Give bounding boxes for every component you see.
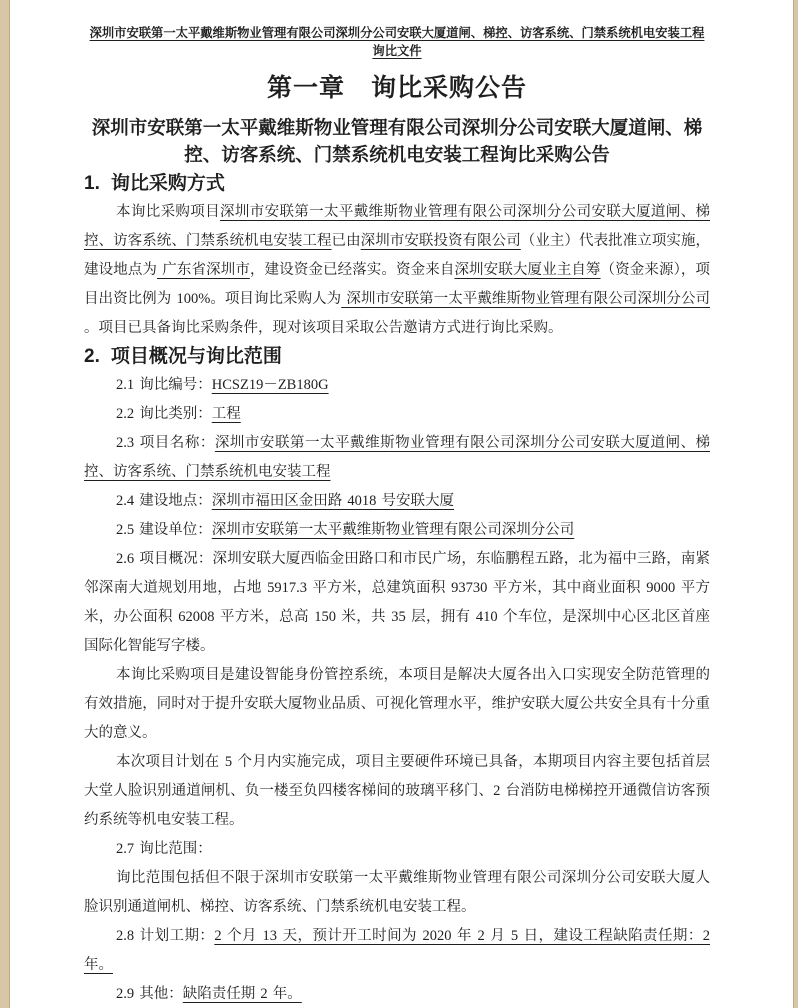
sub-item xyxy=(84,835,710,864)
paragraph xyxy=(84,661,710,748)
document-body xyxy=(84,170,710,1008)
sub-item xyxy=(84,980,710,1008)
filled-blank-value: 深圳市安联投资有限公司 xyxy=(360,233,521,249)
sub-item xyxy=(84,516,710,545)
filled-blank-value: HCSZ19－ZB180G xyxy=(211,377,329,393)
filled-blank-value: 缺陷责任期 2 年。 xyxy=(182,986,302,1002)
text-run: 2.9 其他： xyxy=(116,986,183,1002)
paragraph xyxy=(84,198,710,343)
text-run: 本次项目计划在 5 个月内实施完成，项目主要硬件环境已具备，本期项目内容主要包括首层大堂人脸识别通道闸机、负一楼至负四楼客梯间的玻璃平移门、2 台消防电梯梯控开通微信访客预约系统等机电安装工程。 xyxy=(84,754,710,828)
text-run: 2.4 建设地点： xyxy=(116,493,212,509)
text-run: （资金来源），项目出资比例为 100%。项目询比采购人为 xyxy=(84,262,711,307)
filled-blank-value: 工程 xyxy=(211,406,241,422)
sub-item xyxy=(84,400,710,429)
sub-item xyxy=(84,487,710,516)
text-run: 2.2 询比类别： xyxy=(116,406,212,422)
paragraph xyxy=(84,748,710,835)
sub-item xyxy=(84,371,710,400)
text-run: 2.7 询比范围： xyxy=(116,841,212,857)
filled-blank-value: 深圳市安联第一太平戴维斯物业管理有限公司深圳分公司 xyxy=(341,291,711,307)
filled-blank-value: 2 个月 13 天，预计开工时间为 2020 年 2 月 5 日，建设工程缺陷责任期：2 年。 xyxy=(84,928,711,973)
text-run: ，建设资金已经落实。资金来自 xyxy=(249,262,455,278)
running-head-doc-type: 询比文件 xyxy=(372,44,422,58)
text-run: 本询比采购项目 xyxy=(116,204,221,220)
scan-edge-right xyxy=(793,0,798,1008)
filled-blank-value: 深圳市福田区金田路 4018 号安联大厦 xyxy=(211,493,454,509)
filled-blank-value: 深圳市安联第一太平戴维斯物业管理有限公司深圳分公司安联大厦道闸、梯控、访客系统、门禁系统机电安装工程 xyxy=(84,204,710,249)
text-run: 本询比采购项目是建设智能身份管控系统，本项目是解决大厦各出入口实现安全防范管理的有效措施，同时对于提升安联大厦物业品质、可视化管理水平，维护安联大厦公共安全具有十分重大的意义。 xyxy=(84,667,710,741)
section-heading: 1. 询比采购方式 xyxy=(84,173,225,194)
running-head-project-name: 深圳市安联第一太平戴维斯物业管理有限公司深圳分公司安联大厦道闸、梯控、访客系统、门禁系统机电安装工程 xyxy=(89,26,705,40)
sub-item xyxy=(84,545,710,661)
text-run: 2.1 询比编号： xyxy=(116,377,212,393)
sub-item xyxy=(84,922,710,980)
text-run: 。项目已具备询比采购条件，现对该项目采取公告邀请方式进行询比采购。 xyxy=(84,320,563,336)
paragraph xyxy=(84,864,710,922)
text-run: （业主）代表批准立项实施，建设地点为 xyxy=(84,233,711,278)
section-heading: 2. 项目概况与询比范围 xyxy=(84,346,282,367)
text-run: 2.6 项目概况：深圳安联大厦西临金田路口和市民广场，东临鹏程五路，北为福中三路，南紧邻深南大道规划用地，占地 5917.3 平方米，总建筑面积 93730 平方米，其中商业面积 9000 平方米，办公面积 62008 平方米，总高 150 米，共 35 层，拥有 410 个车位，是深圳中心区北区首座国际化智能写字楼。 xyxy=(84,551,710,654)
filled-blank-value: 广东省深圳市 xyxy=(157,262,250,278)
text-run: 已由 xyxy=(331,233,361,249)
filled-blank-value: 深圳安联大厦业主自筹 xyxy=(454,262,601,278)
text-run: 2.3 项目名称： xyxy=(116,435,215,451)
scan-edge-left xyxy=(0,0,10,1008)
text-run: 询比范围包括但不限于深圳市安联第一太平戴维斯物业管理有限公司深圳分公司安联大厦人脸识别通道闸机、梯控、访客系统、门禁系统机电安装工程。 xyxy=(84,870,710,915)
filled-blank-value: 深圳市安联第一太平戴维斯物业管理有限公司深圳分公司安联大厦道闸、梯控、访客系统、门禁系统机电安装工程 xyxy=(84,435,711,480)
text-run: 2.8 计划工期： xyxy=(116,928,215,944)
text-run: 2.5 建设单位： xyxy=(116,522,212,538)
filled-blank-value: 深圳市安联第一太平戴维斯物业管理有限公司深圳分公司 xyxy=(211,522,575,538)
document-running-head xyxy=(84,24,710,60)
announcement-title: 深圳市安联第一太平戴维斯物业管理有限公司深圳分公司安联大厦道闸、梯控、访客系统、门禁系统机电安装工程询比采购公告 xyxy=(91,117,703,165)
sub-item xyxy=(84,429,710,487)
chapter-title: 第一章 询比采购公告 xyxy=(266,74,527,102)
